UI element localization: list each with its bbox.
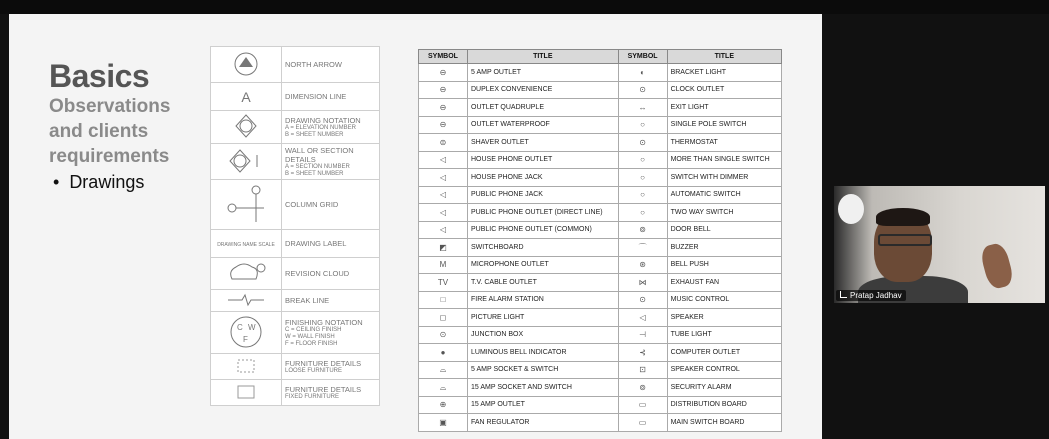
bullet-icon: •	[53, 172, 60, 192]
symbol-cell: ⊙	[618, 134, 667, 152]
title-cell: SPEAKER	[667, 309, 781, 327]
symbol-cell: ⊡	[618, 361, 667, 379]
symbol-cell: ⊜	[419, 134, 468, 152]
table-row	[419, 414, 782, 432]
table-row	[419, 116, 782, 134]
title-cell: TWO WAY SWITCH	[667, 204, 781, 222]
notation-symbol	[211, 354, 282, 380]
symbol-cell: ⊖	[419, 99, 468, 117]
notation-symbol	[211, 111, 282, 144]
title-cell: EXHAUST FAN	[667, 274, 781, 292]
svg-text:C: C	[237, 322, 243, 332]
symbol-cell: ●	[419, 344, 468, 362]
list-item	[211, 144, 380, 180]
title-cell: TUBE LIGHT	[667, 326, 781, 344]
title-cell: 5 AMP OUTLET	[468, 64, 619, 82]
title-cell: COMPUTER OUTLET	[667, 344, 781, 362]
title-cell: 5 AMP SOCKET & SWITCH	[468, 361, 619, 379]
symbol-cell: ◁	[419, 169, 468, 187]
table-row	[419, 379, 782, 397]
symbol-cell: M	[419, 256, 468, 274]
table-row	[419, 134, 782, 152]
table-row	[419, 361, 782, 379]
notation-symbol-text: A	[241, 88, 251, 105]
notation-label	[282, 258, 380, 290]
title-cell: PUBLIC PHONE OUTLET (DIRECT LINE)	[468, 204, 619, 222]
slide-subtitle: Observations and clients requirements	[49, 96, 171, 167]
title-cell: DISTRIBUTION BOARD	[667, 396, 781, 414]
symbol-cell: ⊚	[618, 379, 667, 397]
notation-symbol	[211, 230, 282, 258]
presentation-slide	[9, 14, 822, 439]
table-row	[419, 151, 782, 169]
symbol-cell: □	[419, 291, 468, 309]
list-item	[211, 180, 380, 230]
symbol-cell: ◐	[618, 64, 667, 82]
notation-symbol	[211, 144, 282, 180]
notation-title: DRAWING LABEL	[285, 239, 347, 248]
notation-label	[282, 290, 380, 312]
notation-label	[282, 312, 380, 354]
symbol-cell: ⊖	[419, 64, 468, 82]
header-title: TITLE	[667, 50, 781, 64]
notation-symbol	[211, 180, 282, 230]
symbol-cell: ⌓	[419, 379, 468, 397]
header-symbol: SYMBOL	[419, 50, 468, 64]
table-row	[419, 326, 782, 344]
notation-symbol-text: DRAWING NAME SCALE	[217, 242, 275, 248]
notation-detail: FIXED FURNITURE	[285, 393, 339, 400]
notation-detail: B = SHEET NUMBER	[285, 170, 344, 177]
title-cell: SHAVER OUTLET	[468, 134, 619, 152]
top-bar	[0, 0, 1049, 14]
table-row	[419, 239, 782, 257]
notation-label	[282, 111, 380, 144]
title-cell: SINGLE POLE SWITCH	[667, 116, 781, 134]
table-row	[419, 64, 782, 82]
notation-title: DRAWING NOTATION	[285, 115, 361, 125]
list-item	[211, 258, 380, 290]
symbol-cell: ⊣	[618, 326, 667, 344]
notation-detail: B = SHEET NUMBER	[285, 131, 344, 138]
header-symbol: SYMBOL	[618, 50, 667, 64]
symbol-cell: ◁	[419, 151, 468, 169]
table-row	[419, 291, 782, 309]
table-row	[419, 309, 782, 327]
notation-detail: C = CEILING FINISH	[285, 326, 342, 333]
list-item	[211, 312, 380, 354]
notation-label	[282, 380, 380, 406]
title-cell: HOUSE PHONE OUTLET	[468, 151, 619, 169]
notation-symbol	[211, 83, 282, 111]
participant-name-label	[836, 290, 906, 301]
title-cell: CLOCK OUTLET	[667, 81, 781, 99]
symbol-cell: ⌒	[618, 239, 667, 257]
table-row	[419, 169, 782, 187]
list-item	[211, 290, 380, 312]
symbol-cell: ⌓	[419, 361, 468, 379]
notation-detail: A = ELEVATION NUMBER	[285, 124, 356, 131]
symbol-cell: ▭	[618, 414, 667, 432]
symbol-cell: ↔	[618, 99, 667, 117]
notation-label	[282, 144, 380, 180]
title-cell: MUSIC CONTROL	[667, 291, 781, 309]
title-cell: FAN REGULATOR	[468, 414, 619, 432]
table-header-row	[419, 50, 782, 64]
notation-title: BREAK LINE	[285, 296, 330, 305]
symbol-cell: ○	[618, 151, 667, 169]
table-row	[419, 99, 782, 117]
table-row	[419, 256, 782, 274]
table-row	[419, 221, 782, 239]
list-item	[211, 47, 380, 83]
notation-symbol	[211, 47, 282, 83]
title-cell: DOOR BELL	[667, 221, 781, 239]
list-item	[211, 380, 380, 406]
symbol-cell: ⊰	[618, 344, 667, 362]
table-row	[419, 204, 782, 222]
symbol-cell: ⊕	[419, 396, 468, 414]
participant-name: Pratap Jadhav	[850, 291, 902, 300]
notation-symbol	[211, 312, 282, 354]
header-title: TITLE	[468, 50, 619, 64]
wall-poster	[838, 194, 864, 224]
title-cell: OUTLET WATERPROOF	[468, 116, 619, 134]
notation-title: REVISION CLOUD	[285, 269, 350, 278]
title-cell: PICTURE LIGHT	[468, 309, 619, 327]
title-cell: MICROPHONE OUTLET	[468, 256, 619, 274]
participant-hair	[876, 208, 930, 226]
table-row	[419, 186, 782, 204]
notation-label	[282, 354, 380, 380]
symbol-cell: TV	[419, 274, 468, 292]
symbol-cell: ⊖	[419, 116, 468, 134]
table-row	[419, 274, 782, 292]
symbol-cell: ⊖	[419, 81, 468, 99]
notation-symbol	[211, 258, 282, 290]
notation-symbol	[211, 380, 282, 406]
title-cell: BELL PUSH	[667, 256, 781, 274]
symbol-cell: ◁	[419, 186, 468, 204]
title-cell: PUBLIC PHONE JACK	[468, 186, 619, 204]
title-cell: MORE THAN SINGLE SWITCH	[667, 151, 781, 169]
title-cell: THERMOSTAT	[667, 134, 781, 152]
symbol-cell: ⊛	[618, 256, 667, 274]
list-item	[211, 230, 380, 258]
symbol-cell: ○	[618, 116, 667, 134]
svg-text:W: W	[248, 322, 256, 332]
symbol-cell: ▣	[419, 414, 468, 432]
notation-detail: LOOSE FURNITURE	[285, 367, 343, 374]
slide-title: Basics	[49, 58, 150, 94]
symbol-cell: ○	[618, 186, 667, 204]
table-row	[419, 81, 782, 99]
notation-title: WALL OR SECTION DETAILS	[285, 145, 354, 164]
title-cell: FIRE ALARM STATION	[468, 291, 619, 309]
title-cell: 15 AMP SOCKET AND SWITCH	[468, 379, 619, 397]
notation-title: FURNITURE DETAILS	[285, 384, 362, 394]
symbol-cell: ◁	[419, 204, 468, 222]
list-item	[211, 354, 380, 380]
title-cell: MAIN SWITCH BOARD	[667, 414, 781, 432]
title-cell: BUZZER	[667, 239, 781, 257]
title-cell: HOUSE PHONE JACK	[468, 169, 619, 187]
notation-detail: W = WALL FINISH	[285, 333, 335, 340]
notation-title: NORTH ARROW	[285, 60, 342, 69]
title-cell: SWITCHBOARD	[468, 239, 619, 257]
symbol-cell: ⊙	[618, 291, 667, 309]
notation-title: FINISHING NOTATION	[285, 317, 363, 327]
drawing-notation-table	[210, 46, 380, 406]
table-row	[419, 344, 782, 362]
title-cell: AUTOMATIC SWITCH	[667, 186, 781, 204]
title-cell: BRACKET LIGHT	[667, 64, 781, 82]
notation-label	[282, 180, 380, 230]
notation-symbol	[211, 290, 282, 312]
symbol-cell: ⊙	[618, 81, 667, 99]
title-cell: SECURITY ALARM	[667, 379, 781, 397]
symbol-cell: ○	[618, 169, 667, 187]
title-cell: DUPLEX CONVENIENCE	[468, 81, 619, 99]
notation-title: COLUMN GRID	[285, 200, 339, 209]
symbol-cell: ◩	[419, 239, 468, 257]
electrical-symbols-table	[418, 49, 782, 432]
title-cell: LUMINOUS BELL INDICATOR	[468, 344, 619, 362]
participant-glasses	[878, 234, 932, 246]
notation-label	[282, 47, 380, 83]
title-cell: OUTLET QUADRUPLE	[468, 99, 619, 117]
symbol-cell: ⊙	[419, 326, 468, 344]
list-item	[211, 83, 380, 111]
title-cell: JUNCTION BOX	[468, 326, 619, 344]
svg-text:F: F	[243, 334, 248, 344]
title-cell: PUBLIC PHONE OUTLET (COMMON)	[468, 221, 619, 239]
title-cell: SPEAKER CONTROL	[667, 361, 781, 379]
symbol-cell: ⋈	[618, 274, 667, 292]
participant-video-tile[interactable]	[834, 186, 1045, 303]
table-row	[419, 396, 782, 414]
signal-icon	[840, 291, 847, 298]
slide-bullet	[53, 172, 144, 193]
symbol-cell: ◻	[419, 309, 468, 327]
notation-title: FURNITURE DETAILS	[285, 358, 362, 368]
title-cell: T.V. CABLE OUTLET	[468, 274, 619, 292]
notation-title: DIMENSION LINE	[285, 92, 347, 101]
symbol-cell: ▭	[618, 396, 667, 414]
symbol-cell: ⊚	[618, 221, 667, 239]
notation-label	[282, 230, 380, 258]
title-cell: EXIT LIGHT	[667, 99, 781, 117]
symbol-cell: ○	[618, 204, 667, 222]
notation-detail: A = SECTION NUMBER	[285, 163, 350, 170]
title-cell: 15 AMP OUTLET	[468, 396, 619, 414]
notation-label	[282, 83, 380, 111]
symbol-cell: ◁	[419, 221, 468, 239]
notation-detail: F = FLOOR FINISH	[285, 340, 338, 347]
bullet-text: Drawings	[69, 172, 145, 192]
symbol-cell: ◁	[618, 309, 667, 327]
title-cell: SWITCH WITH DIMMER	[667, 169, 781, 187]
list-item	[211, 111, 380, 144]
